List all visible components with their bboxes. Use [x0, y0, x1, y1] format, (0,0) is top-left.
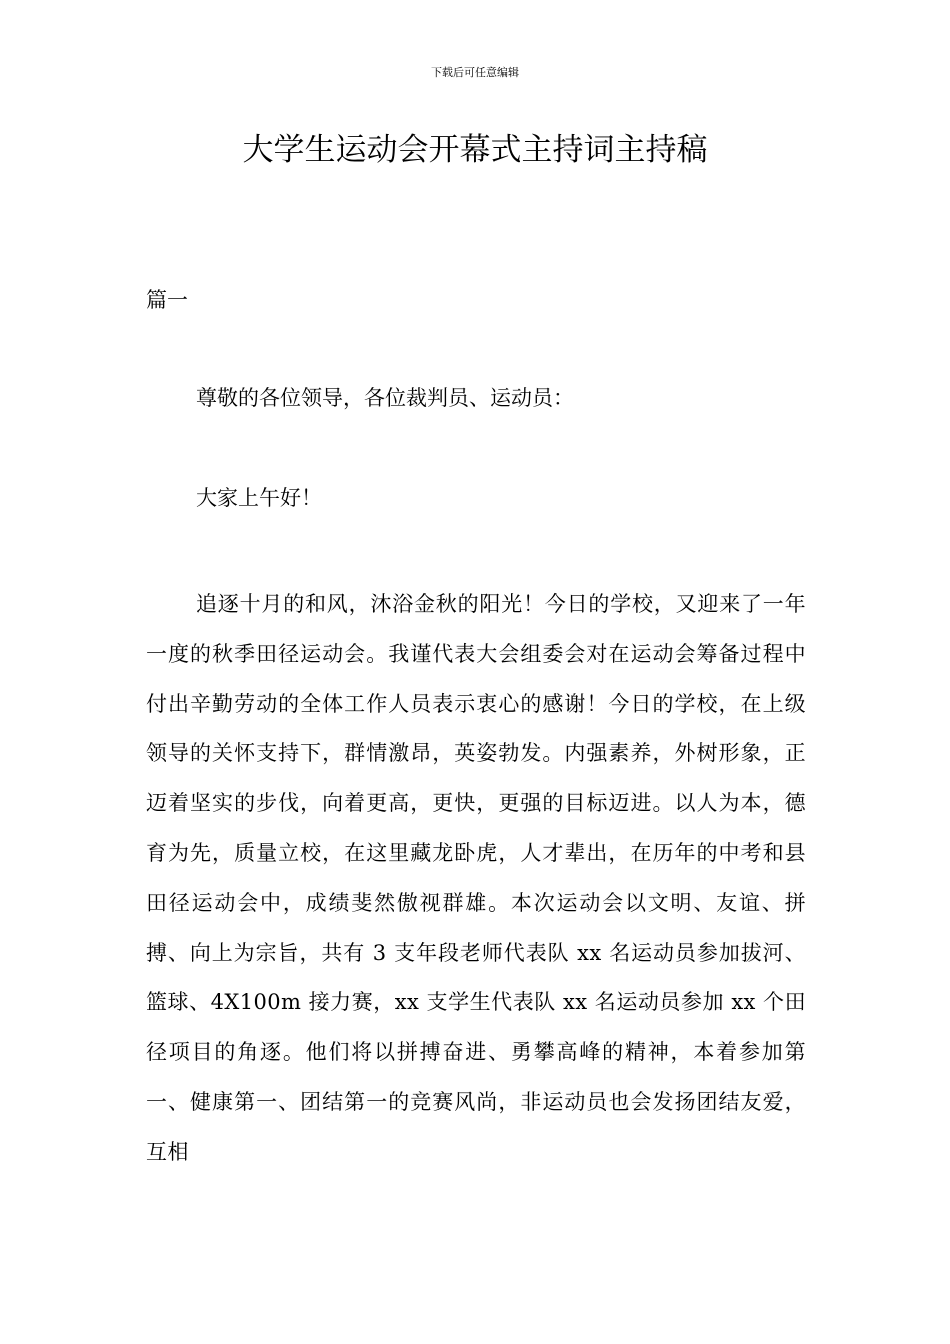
document-title: 大学生运动会开幕式主持词主持稿	[242, 132, 708, 168]
salutation-line: 尊敬的各位领导，各位裁判员、运动员：	[196, 386, 574, 410]
greeting-line: 大家上午好！	[196, 486, 322, 510]
body-paragraph: 追逐十月的和风，沐浴金秋的阳光！今日的学校，又迎来了一年一度的秋季田径运动会。我谨代表大会组委会对在运动会筹备过程中付出辛勤劳动的全体工作人员表示衷心的感谢！今日的学校，在上级领导的关怀支持下，群情激昂，英姿勃发。内强素养，外树形象，正迈着坚实的步伐，向着更高，更快，更强的目标迈进。以人为本，德育为先，质量立校，在这里藏龙卧虎，人才辈出，在历年的中考和县田径运动会中，成绩斐然傲视群雄。本次运动会以文明、友谊、拼搏、向上为宗旨，共有 3 支年段老师代表队 xx 名运动员参加拔河、篮球、4X100m 接力赛，xx 支学生代表队 xx 名运动员参加 xx 个田径项目的角逐。他们将以拼搏奋进、勇攀高峰的精神，本着参加第一、健康第一、团结第一的竞赛风尚，非运动员也会发扬团结友爱，互相	[146, 592, 806, 1164]
header-note: 下载后可任意编辑	[431, 66, 519, 79]
section-label: 篇一	[146, 288, 188, 312]
